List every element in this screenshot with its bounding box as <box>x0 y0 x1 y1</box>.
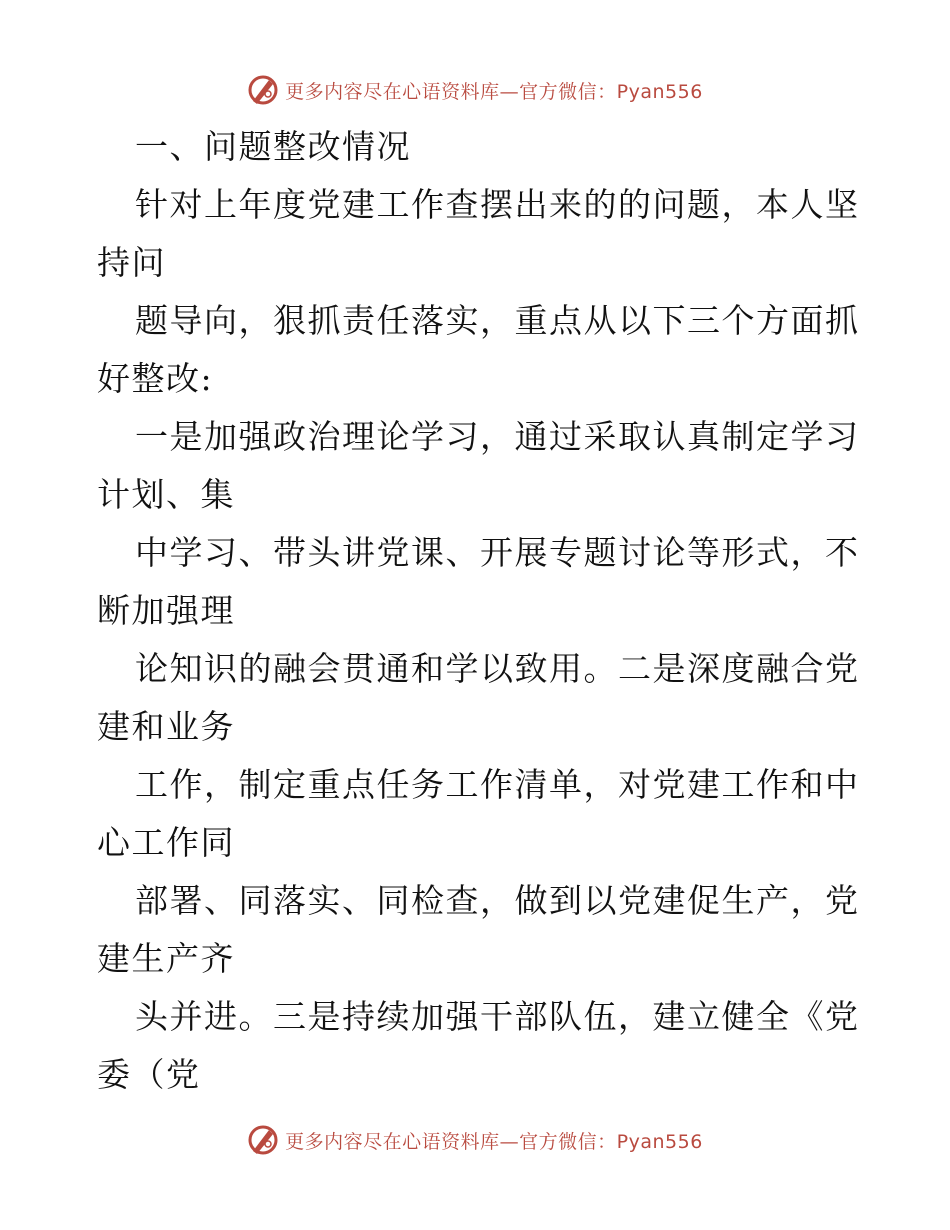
footer-watermark <box>0 1120 950 1160</box>
text-line: 题导向，狠抓责任落实，重点从以下三个方面抓 <box>135 301 860 340</box>
pen-logo-icon <box>247 74 279 106</box>
text-line: 建和业务 <box>97 707 235 746</box>
text-line: 针对上年度党建工作查摆出来的的问题，本人坚 <box>135 185 860 224</box>
text-line: 断加强理 <box>97 591 235 630</box>
watermark-text: 更多内容尽在心语资料库—官方微信：Pyan556 <box>285 1130 703 1153</box>
text-line: 中学习、带头讲党课、开展专题讨论等形式，不 <box>135 533 860 572</box>
text-line: 工作，制定重点任务工作清单，对党建工作和中 <box>135 765 860 804</box>
text-line: 委（党 <box>97 1055 201 1094</box>
text-line: 部署、同落实、同检查，做到以党建促生产，党 <box>135 881 860 920</box>
text-line: 头并进。三是持续加强干部队伍，建立健全《党 <box>135 997 860 1036</box>
pen-logo-icon <box>247 1124 279 1156</box>
text-line: 持问 <box>97 243 166 282</box>
document-body <box>97 118 860 1104</box>
watermark-text: 更多内容尽在心语资料库—官方微信：Pyan556 <box>285 80 703 103</box>
text-line: 论知识的融会贯通和学以致用。二是深度融合党 <box>135 649 860 688</box>
header-watermark <box>0 70 950 110</box>
text-line: 一是加强政治理论学习，通过采取认真制定学习 <box>135 417 860 456</box>
text-line: 好整改: <box>97 359 214 398</box>
text-line: 心工作同 <box>97 823 235 862</box>
text-line: 计划、集 <box>97 475 235 514</box>
text-line: 建生产齐 <box>97 939 235 978</box>
text-line: 一、问题整改情况 <box>135 127 411 166</box>
